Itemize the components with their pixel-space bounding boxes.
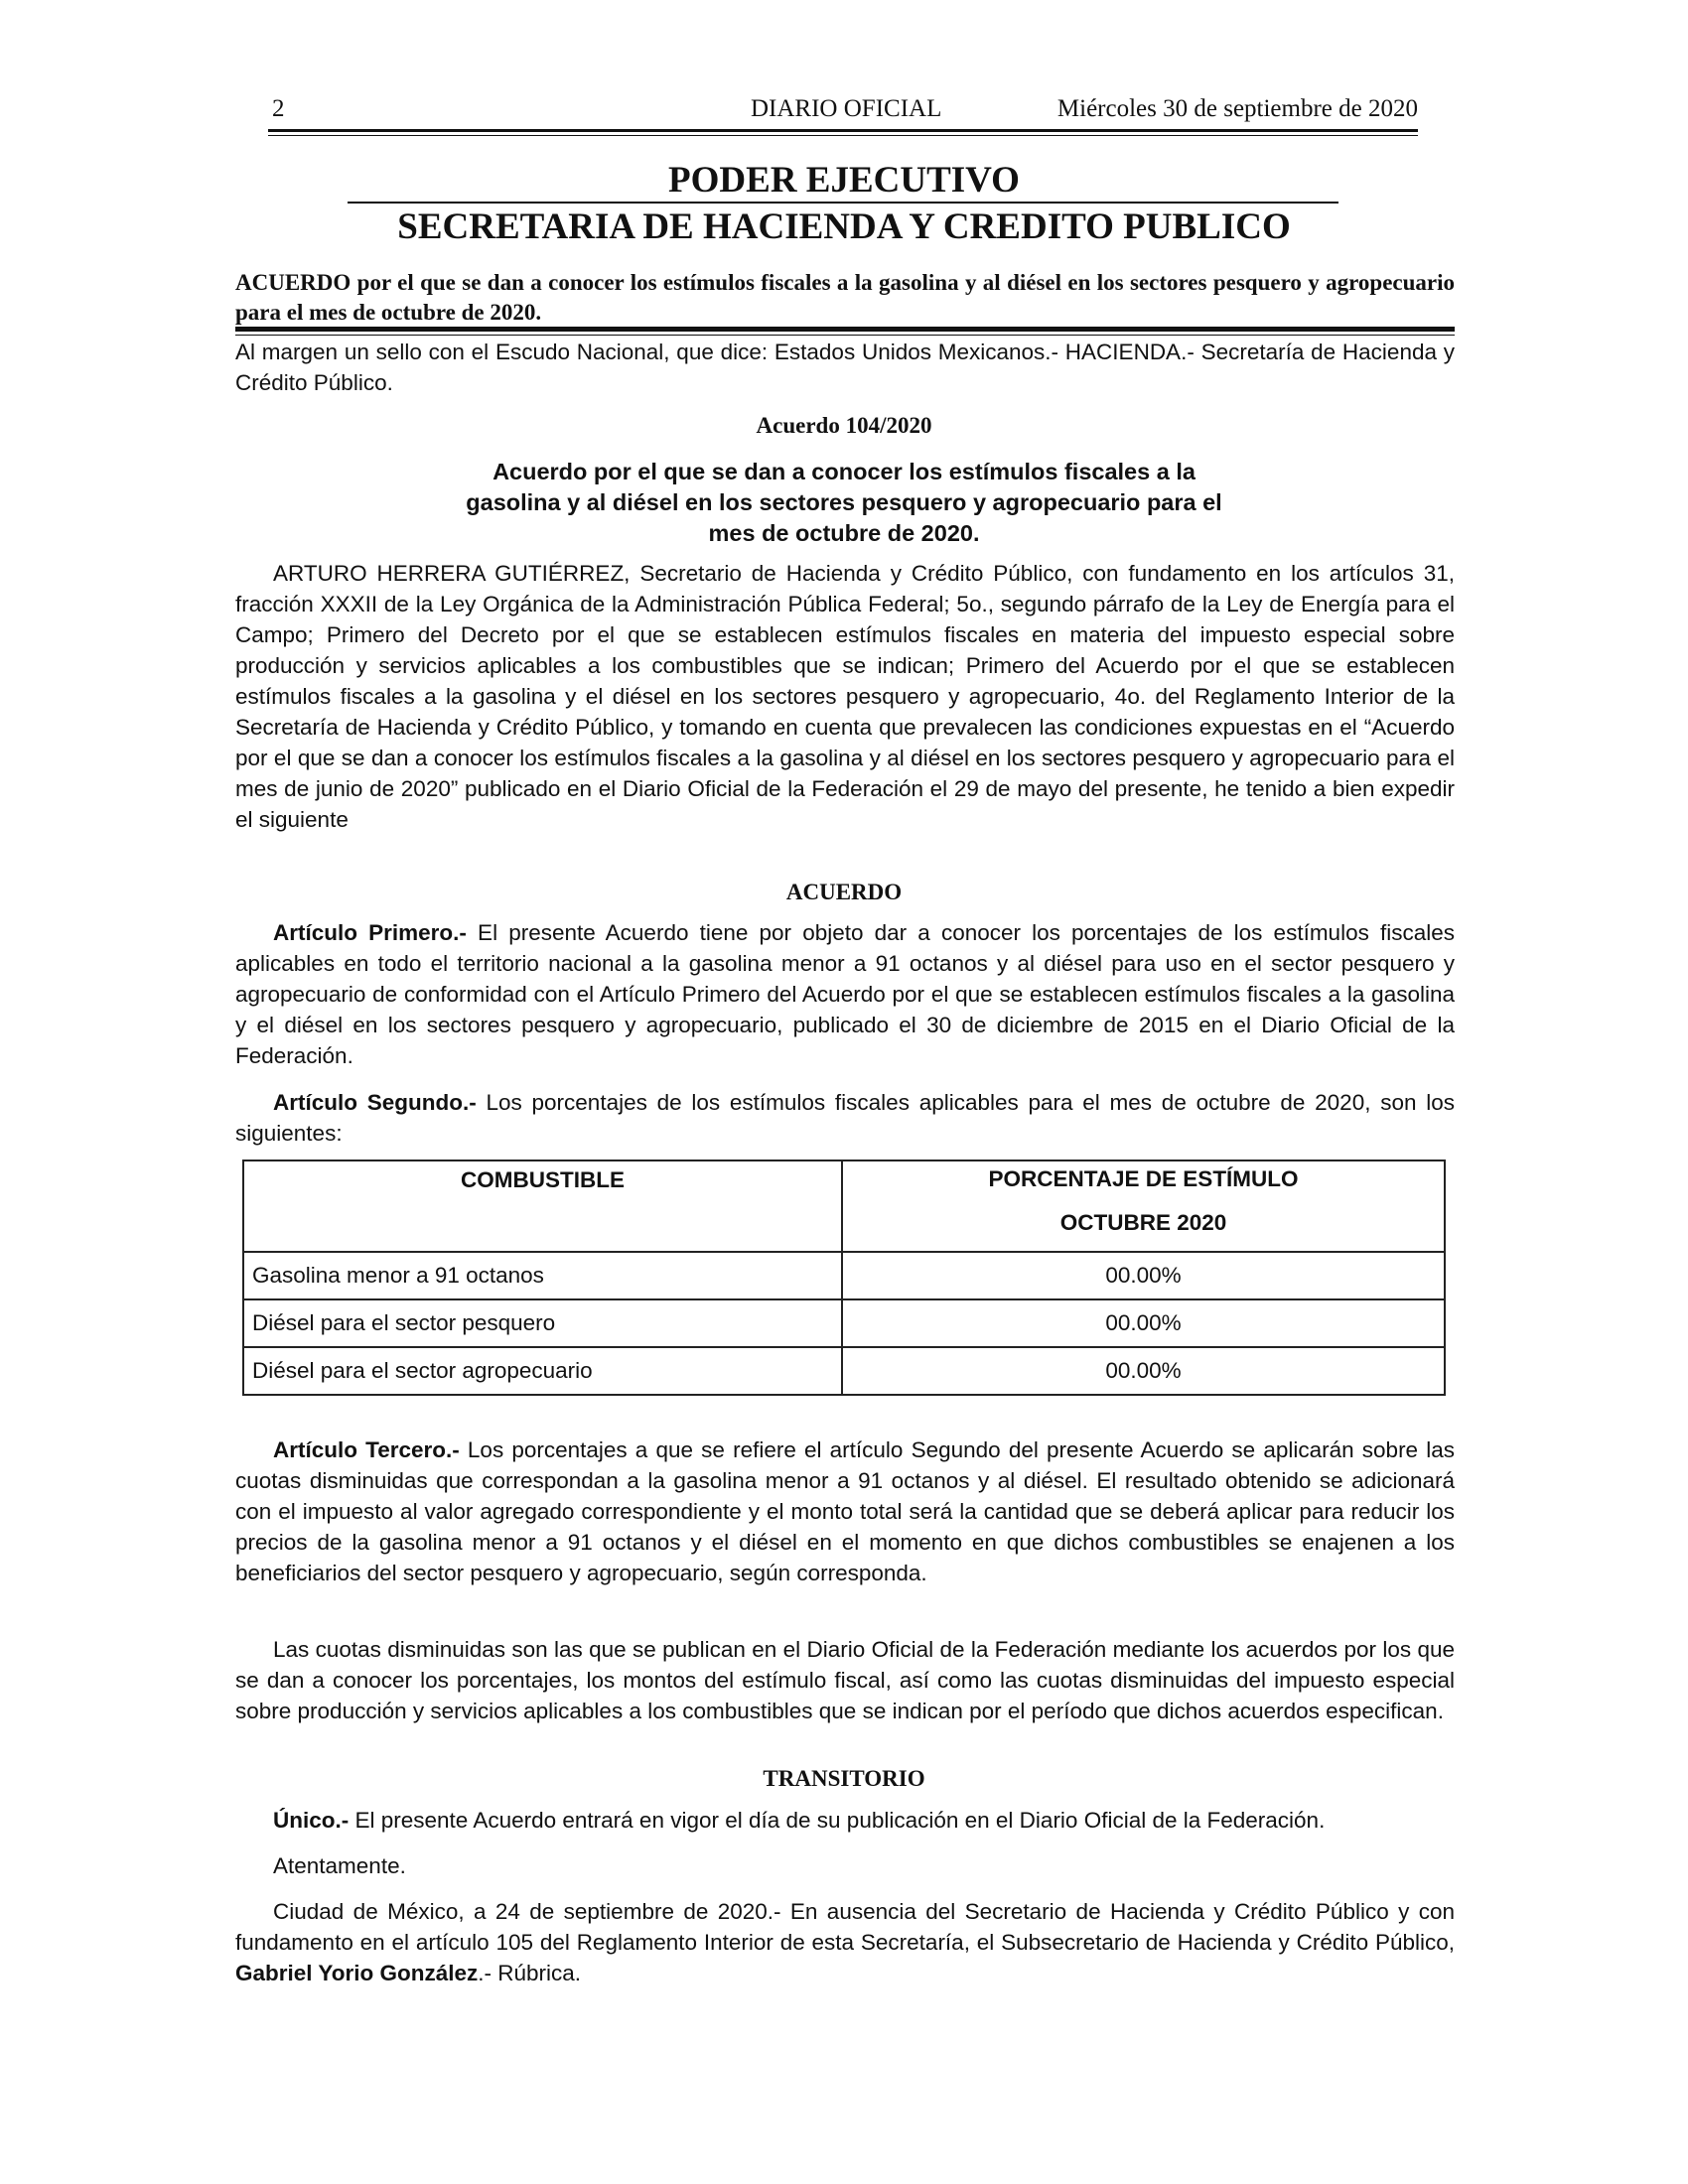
table-row <box>243 1299 1445 1347</box>
summary-text: por el que se dan a conocer los estímulos fiscales a la gasolina y al diésel en los sectores pesquero y agropecuario para el mes de octubre de 2020. <box>235 270 1455 325</box>
agreement-title-line-2: gasolina y al diésel en los sectores pesquero y agropecuario para el <box>466 489 1222 515</box>
acuerdo-heading: ACUERDO <box>785 880 903 904</box>
column-header-percent <box>842 1160 1445 1252</box>
publication-date: Miércoles 30 de septiembre de 2020 <box>1056 95 1418 122</box>
column-header-fuel: COMBUSTIBLE <box>243 1160 842 1252</box>
page-number: 2 <box>272 95 285 122</box>
signature-text: Ciudad de México, a 24 de septiembre de 2020.- En ausencia del Secretario de Hacienda y Crédito Público y con fundamento en el artículo 105 del Reglamento Interior de esta Secretaría, el Subsecretario de Hacienda y Crédito Público, <box>235 1899 1455 1955</box>
summary-rule-thin <box>235 335 1455 336</box>
article-first-label: Artículo Primero.- <box>273 920 467 945</box>
percent-cell: 00.00% <box>842 1252 1445 1299</box>
agreement-title <box>377 457 1311 549</box>
agreement-summary <box>235 268 1455 328</box>
summary-lead: ACUERDO <box>235 270 352 295</box>
agreement-title-line-3: mes de octubre de 2020. <box>708 520 980 546</box>
branch-title: PODER EJECUTIVO <box>668 160 1020 201</box>
article-third-text: Los porcentajes a que se refiere el artículo Segundo del presente Acuerdo se aplicarán sobre las cuotas disminuidas que correspondan a la gasolina menor a 91 octanos y al diésel. El resultado obtenido se adicionará con el impuesto al valor agregado correspondiente y el monto total será la cantidad que se deberá aplicar para reducir los precios de la gasolina menor a 91 octanos y el diésel en el momento en que dichos combustibles se enajenen a los beneficiarios del sector pesquero y agropecuario, según corresponda. <box>235 1437 1455 1585</box>
article-second-label: Artículo Segundo.- <box>273 1090 477 1115</box>
header-rule-thin <box>268 135 1418 136</box>
percent-cell: 00.00% <box>842 1347 1445 1395</box>
signer-name: Gabriel Yorio González <box>235 1961 479 1985</box>
article-first <box>235 917 1455 1071</box>
article-third-label: Artículo Tercero.- <box>273 1437 460 1462</box>
fuel-cell: Diésel para el sector agropecuario <box>243 1347 842 1395</box>
agreement-number: Acuerdo 104/2020 <box>756 413 932 438</box>
article-second <box>235 1087 1455 1149</box>
summary-rule <box>235 327 1455 332</box>
agreement-title-line-1: Acuerdo por el que se dan a conocer los estímulos fiscales a la <box>492 459 1196 484</box>
unico-paragraph <box>235 1805 1455 1836</box>
article-second-text: Los porcentajes de los estímulos fiscales aplicables para el mes de octubre de 2020, son los siguientes: <box>235 1090 1455 1146</box>
signature-suffix: .- Rúbrica. <box>478 1961 582 1985</box>
header-rule <box>268 129 1418 132</box>
preamble-paragraph: ARTURO HERRERA GUTIÉRREZ, Secretario de Hacienda y Crédito Público, con fundamento en los artículos 31, fracción XXXII de la Ley Orgánica de la Administración Pública Federal; 5o., segundo párrafo de la Ley de Energía para el Campo; Primero del Decreto por el que se establecen estímulos fiscales en materia del impuesto especial sobre producción y servicios aplicables a los combustibles que se indican; Primero del Acuerdo por el que se establecen estímulos fiscales a la gasolina y el diésel en los sectores pesquero y agropecuario, 4o. del Reglamento Interior de la Secretaría de Hacienda y Crédito Público, y tomando en cuenta que prevalecen las condiciones expuestas en el “Acuerdo por el que se dan a conocer los estímulos fiscales a la gasolina y al diésel en los sectores pesquero y agropecuario para el mes de junio de 2020” publicado en el Diario Oficial de la Federación el 29 de mayo del presente, he tenido a bien expedir el siguiente <box>235 561 1455 832</box>
column-header-percent-line-2: OCTUBRE 2020 <box>1059 1210 1227 1235</box>
unico-text: El presente Acuerdo entrará en vigor el día de su publicación en el Diario Oficial de la Federación. <box>349 1808 1326 1833</box>
signature-paragraph <box>235 1896 1455 1988</box>
stimulus-table <box>242 1160 1446 1396</box>
seal-note: Al margen un sello con el Escudo Nacional, que dice: Estados Unidos Mexicanos.- HACIENDA.- Secretaría de Hacienda y Crédito Público. <box>235 340 1455 395</box>
table-header-row <box>243 1160 1445 1252</box>
fuel-cell: Gasolina menor a 91 octanos <box>243 1252 842 1299</box>
reduced-quotas-paragraph: Las cuotas disminuidas son las que se publican en el Diario Oficial de la Federación mediante los acuerdos por los que se dan a conocer los porcentajes, los montos del estímulo fiscal, así como las cuotas disminuidas del impuesto especial sobre producción y servicios aplicables a los combustibles que se indican por el período que dichos acuerdos especifican. <box>235 1637 1455 1723</box>
ministry-title: SECRETARIA DE HACIENDA Y CREDITO PUBLICO <box>397 206 1291 247</box>
fuel-cell: Diésel para el sector pesquero <box>243 1299 842 1347</box>
page-header <box>268 95 1418 131</box>
table-row <box>243 1252 1445 1299</box>
column-header-percent-line-1: PORCENTAJE DE ESTÍMULO <box>988 1166 1299 1191</box>
table-row <box>243 1347 1445 1395</box>
closing-text: Atentamente. <box>273 1853 406 1878</box>
article-third <box>235 1434 1455 1588</box>
percent-cell: 00.00% <box>842 1299 1445 1347</box>
branch-divider <box>348 202 1338 204</box>
publication-name: DIARIO OFICIAL <box>751 95 942 122</box>
transitorio-heading: TRANSITORIO <box>763 1766 925 1791</box>
unico-label: Único.- <box>273 1808 350 1833</box>
article-first-text: El presente Acuerdo tiene por objeto dar a conocer los porcentajes de los estímulos fiscales aplicables en todo el territorio nacional a la gasolina menor a 91 octanos y al diésel para uso en el sector pesquero y agropecuario de conformidad con el Artículo Primero del Acuerdo por el que se establecen estímulos fiscales a la gasolina y el diésel en los sectores pesquero y agropecuario, publicado el 30 de diciembre de 2015 en el Diario Oficial de la Federación. <box>235 920 1455 1068</box>
